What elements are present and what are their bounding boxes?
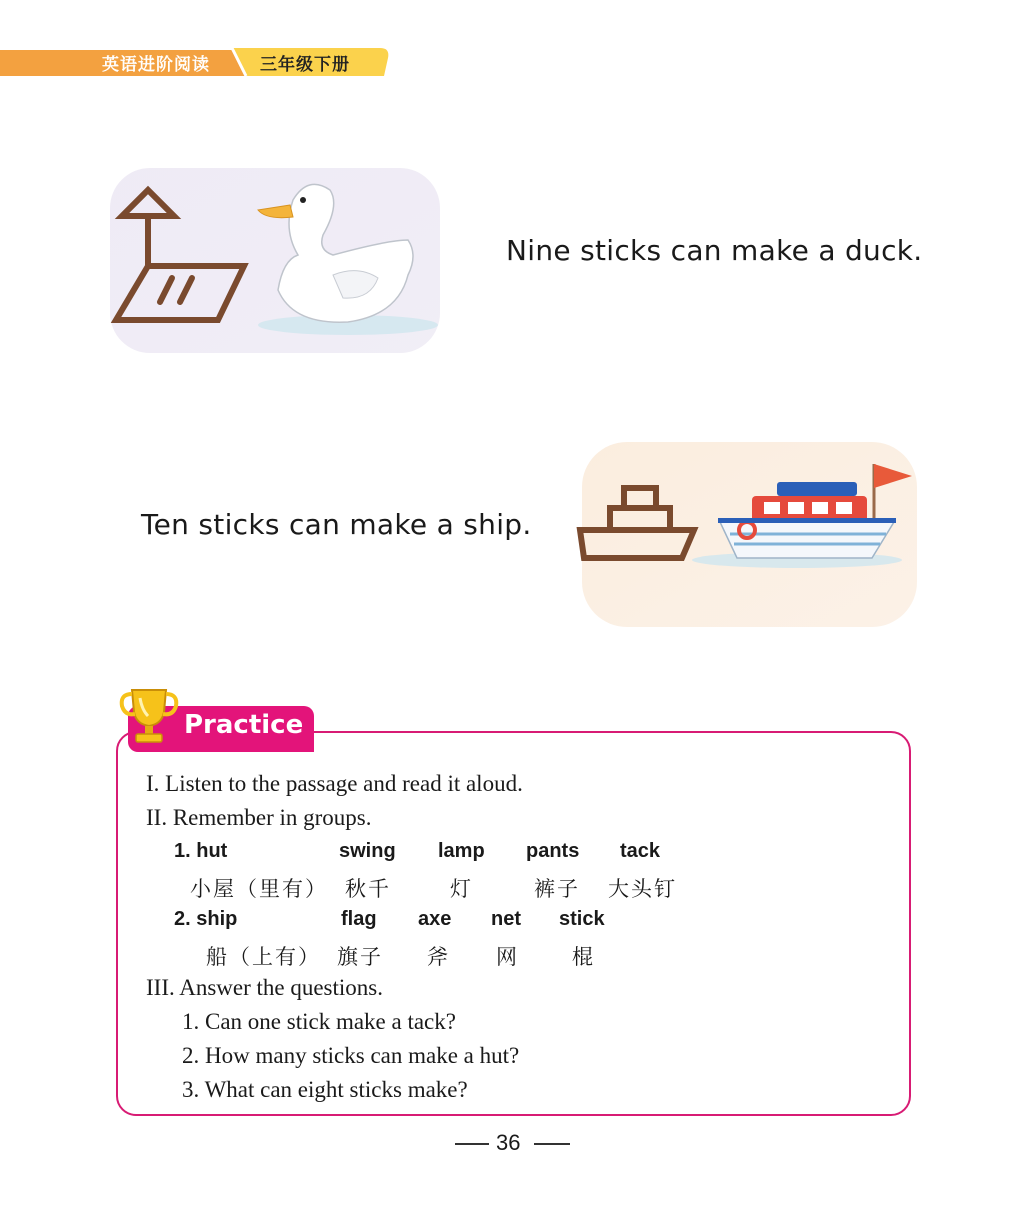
group1-meaning-lamp: 灯 bbox=[450, 877, 473, 901]
group1-word-hut: 1. hut bbox=[174, 840, 228, 862]
group1-word-tack: tack bbox=[620, 840, 661, 862]
grade-label: 三年级下册 bbox=[260, 55, 350, 75]
section-2: II. Remember in groups. bbox=[146, 805, 372, 830]
question-2: 2. How many sticks can make a hut? bbox=[182, 1043, 520, 1068]
group2-word-ship: 2. ship bbox=[174, 908, 238, 930]
group2-meaning-flag: 旗子 bbox=[337, 945, 383, 969]
trophy-icon bbox=[118, 684, 180, 748]
group1-meaning-tack: 大头钉 bbox=[608, 877, 677, 901]
section-1: I. Listen to the passage and read it aloud. bbox=[146, 771, 523, 796]
page-number-right-rule bbox=[534, 1143, 570, 1145]
group2-meaning-axe: 斧 bbox=[427, 945, 450, 969]
ship-sentence: Ten sticks can make a ship. bbox=[141, 508, 532, 541]
group1-word-swing: swing bbox=[339, 840, 396, 862]
ship-illustration bbox=[572, 432, 922, 632]
group1-meaning-swing: 秋千 bbox=[345, 877, 391, 901]
page-number-left-rule bbox=[455, 1143, 489, 1145]
section-3: III. Answer the questions. bbox=[146, 975, 383, 1000]
duck-sentence: Nine sticks can make a duck. bbox=[506, 234, 923, 267]
book-title: 英语进阶阅读 bbox=[102, 55, 210, 75]
page-number: 36 bbox=[496, 1130, 521, 1155]
question-3: 3. What can eight sticks make? bbox=[182, 1077, 468, 1102]
group1-word-lamp: lamp bbox=[438, 840, 485, 862]
group2-word-flag: flag bbox=[341, 908, 377, 930]
duck-illustration bbox=[108, 160, 453, 360]
group2-word-net: net bbox=[491, 908, 521, 930]
header-banner bbox=[0, 46, 400, 80]
group2-meaning-ship: 船（上有） bbox=[206, 945, 321, 969]
practice-label: Practice bbox=[184, 710, 304, 740]
question-1: 1. Can one stick make a tack? bbox=[182, 1009, 456, 1034]
group1-word-pants: pants bbox=[526, 840, 580, 862]
group1-meaning-hut: 小屋（里有） bbox=[190, 877, 328, 901]
group2-meaning-stick: 棍 bbox=[572, 945, 595, 969]
group2-word-stick: stick bbox=[559, 908, 605, 930]
group1-meaning-pants: 裤子 bbox=[534, 877, 580, 901]
group2-meaning-net: 网 bbox=[496, 945, 519, 969]
group2-word-axe: axe bbox=[418, 908, 452, 930]
